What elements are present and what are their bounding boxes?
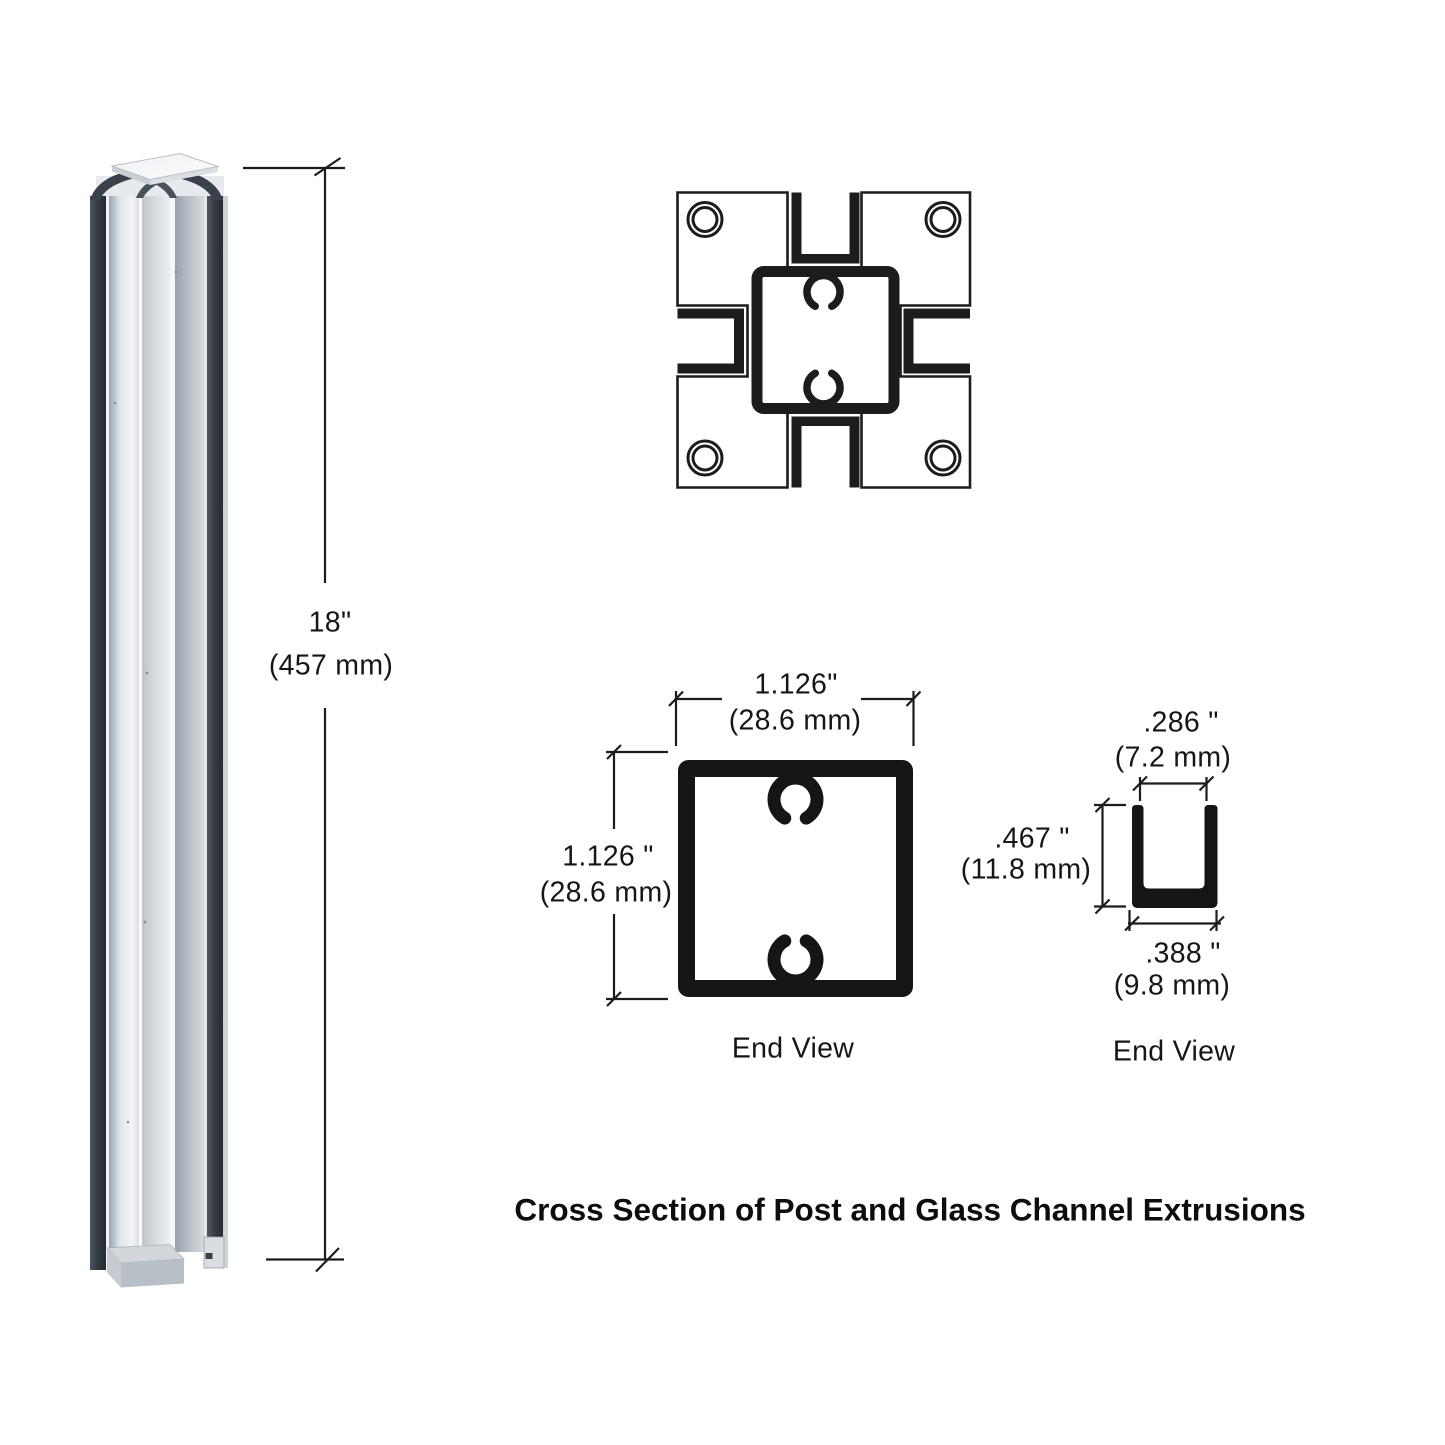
post-height-inches-label: 18": [308, 606, 352, 639]
post-side-inches-label: 1.126 ": [562, 840, 654, 873]
channel-end-view-label: End View: [1112, 1035, 1236, 1068]
post-height-side-dimension: [606, 745, 668, 1006]
caption-text: Cross Section of Post and Glass Channel Extrusions: [514, 1191, 1306, 1228]
post-height-metric-label: (457 mm): [268, 649, 394, 682]
post-photo: [90, 154, 228, 1288]
post-width-metric-label: (28.6 mm): [728, 704, 862, 737]
channel-height-inches-label: .467 ": [994, 822, 1070, 855]
glass-channel-end: [1132, 805, 1218, 908]
channel-base-inches-label: .388 ": [1145, 937, 1221, 970]
center-post-tube: [757, 272, 894, 409]
post-width-inches-label: 1.126": [754, 668, 838, 701]
channel-base-dimension: [1125, 910, 1224, 931]
channel-base-metric-label: (9.8 mm): [1113, 969, 1231, 1002]
post-end-view-label: End View: [731, 1032, 855, 1065]
post-body-stripes: [90, 196, 228, 1270]
post-cross-section-drawing: [678, 193, 971, 488]
glass-channel-end-view-drawing: [1094, 777, 1224, 932]
channel-opening-dimension: [1133, 777, 1214, 802]
channel-opening-inches-label: .286 ": [1143, 706, 1219, 739]
post-tube-end: [687, 769, 905, 989]
post-side-metric-label: (28.6 mm): [539, 876, 673, 909]
channel-opening-metric-label: (7.2 mm): [1114, 741, 1232, 774]
post-height-dimension: [243, 158, 345, 1272]
post-right-channel-end: [204, 1237, 224, 1268]
channel-height-dimension: [1094, 798, 1126, 914]
channel-height-metric-label: (11.8 mm): [960, 853, 1092, 886]
post-base-block: [107, 1245, 184, 1288]
